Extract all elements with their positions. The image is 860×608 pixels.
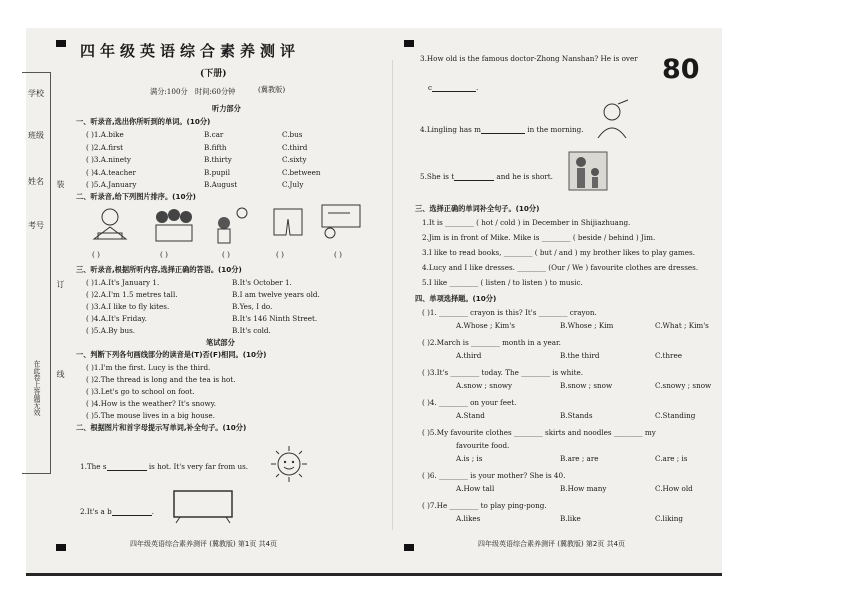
option-b[interactable]: B.thirty xyxy=(204,155,232,164)
option-c[interactable]: C.What ; Kim's xyxy=(655,321,709,330)
option-b[interactable]: B.August xyxy=(204,180,238,189)
option-c[interactable]: C.third xyxy=(282,142,308,152)
fill-row[interactable]: 5.I like ________ ( listen / to listen ) to music. xyxy=(422,278,583,287)
option-a[interactable]: A.snow ; snowy xyxy=(456,381,513,390)
binding-note: 在此卷上答题无效 xyxy=(33,360,41,416)
time-info: 时间:60分钟 xyxy=(195,87,236,96)
label-class: 班级 xyxy=(28,131,44,140)
option-b[interactable]: B.It's October 1. xyxy=(232,278,292,287)
score-mark: 80 xyxy=(662,54,700,85)
page-divider xyxy=(392,60,393,530)
answer-bracket[interactable]: ( ) xyxy=(334,250,342,259)
option-b[interactable]: B.snow ; snow xyxy=(560,381,613,390)
label-number: 考号 xyxy=(28,221,44,230)
mc-question[interactable]: ( )4. ________ on your feet. xyxy=(422,398,517,407)
mc-question[interactable]: ( )7.He ________ to play ping-pong. xyxy=(422,501,547,510)
w2-q3-pre: c xyxy=(428,83,433,92)
option-a[interactable]: ( )5.A.By bus. xyxy=(86,326,136,335)
option-a[interactable]: ( )1.A.It's January 1. xyxy=(86,278,160,287)
corner-mark-bl xyxy=(56,544,66,551)
option-c[interactable]: C.three xyxy=(655,351,682,360)
page-subtitle: (下册) xyxy=(200,69,227,79)
fill-row[interactable]: 4.Lucy and I like dresses. ________ (Our / We ) favourite clothes are dresses. xyxy=(422,263,699,272)
w2-q4 xyxy=(420,125,584,134)
w2-q1 xyxy=(80,462,248,471)
corner-mark-tm xyxy=(404,40,414,47)
option-c[interactable]: C.July xyxy=(282,180,304,189)
tall-short-picture xyxy=(565,150,611,192)
sun-picture xyxy=(268,444,310,484)
option-a[interactable]: ( )3.A.ninety xyxy=(86,155,131,164)
blackboard-picture xyxy=(170,488,236,524)
child-sun-picture xyxy=(210,205,254,245)
writing-heading: 笔试部分 xyxy=(206,338,235,347)
option-c[interactable]: C.are ; is xyxy=(655,454,688,463)
option-a[interactable]: ( )1.A.bike xyxy=(86,130,124,139)
option-b[interactable]: B.It's cold. xyxy=(232,326,271,335)
option-b[interactable]: B.Whose ; Kim xyxy=(560,321,614,330)
listening-s3-title: 三、听录音,根据所听内容,选择正确的答语。(10分) xyxy=(76,265,242,274)
option-a[interactable]: ( )4.A.It's Friday. xyxy=(86,314,147,323)
mc-question[interactable]: ( )3.It's ________ today. The ________ is white. xyxy=(422,368,584,377)
option-b[interactable]: B.Yes, I do. xyxy=(232,302,273,311)
w2-q3-line: c . xyxy=(428,83,479,92)
option-b[interactable]: B.Stands xyxy=(560,411,593,420)
w2-q3: 3.How old is the famous doctor-Zhong Nanshan? He is over xyxy=(420,54,638,63)
option-c[interactable]: C.How old xyxy=(655,484,693,493)
score-info: 满分:100分 xyxy=(150,87,188,96)
judge-row[interactable]: ( )3.Let's go to school on foot. xyxy=(86,387,195,396)
option-a[interactable]: ( )5.A.January xyxy=(86,180,137,189)
corner-mark-bm xyxy=(404,544,414,551)
w2-q4-blank[interactable] xyxy=(481,133,525,134)
judge-row[interactable]: ( )1.I'm the first. Lucy is the third. xyxy=(86,363,211,372)
option-c[interactable]: C.sixty xyxy=(282,155,307,164)
option-b[interactable]: B.pupil xyxy=(204,167,230,177)
writing-s4-title: 四、单项选择题。(10分) xyxy=(415,294,497,303)
w2-q1-post: is hot. It's very far from us. xyxy=(148,462,249,471)
answer-bracket[interactable]: ( ) xyxy=(276,250,284,259)
option-a[interactable]: ( )2.A.first xyxy=(86,142,124,152)
option-c[interactable]: C.bus xyxy=(282,130,303,139)
listening-heading: 听力部分 xyxy=(212,104,241,113)
option-c[interactable]: C.snowy ; snow xyxy=(655,381,712,390)
answer-bracket[interactable]: ( ) xyxy=(92,250,100,259)
mc-question[interactable]: ( )2.March is ________ month in a year. xyxy=(422,338,561,347)
w2-q1-pre: 1.The s xyxy=(80,462,107,471)
listening-s1-title: 一、听录音,选出你所听到的单词。(10分) xyxy=(76,117,211,126)
w2-q5-post: and he is short. xyxy=(496,172,553,181)
option-b[interactable]: B.It's 146 Ninth Street. xyxy=(232,314,318,323)
page-title: 四年级英语综合素养测评 xyxy=(80,42,301,60)
footer-right: 四年级英语综合素养测评 (冀教版) 第2页 共4页 xyxy=(478,540,626,548)
w2-q5 xyxy=(420,172,553,181)
option-a[interactable]: ( )3.A.I like to fly kites. xyxy=(86,302,170,311)
w2-q5-blank[interactable] xyxy=(454,180,494,181)
option-c[interactable]: C.Standing xyxy=(655,411,696,420)
option-b[interactable]: B.are ; are xyxy=(560,454,599,463)
option-a[interactable]: A.third xyxy=(456,351,482,360)
option-a[interactable]: A.Stand xyxy=(456,411,485,420)
writing-s3-title: 三、选择正确的单词补全句子。(10分) xyxy=(415,204,540,213)
listening-s2-title: 二、听录音,给下列图片排序。(10分) xyxy=(76,192,196,201)
fill-row[interactable]: 1.It is ________ ( hot / cold ) in December in Shijiazhuang. xyxy=(422,218,631,227)
option-c[interactable]: C.between xyxy=(282,167,321,177)
corner-mark-tl xyxy=(56,40,66,47)
girl-morning-picture xyxy=(588,98,638,142)
fill-row[interactable]: 3.I like to read books, ________ ( but / and ) my brother likes to play games. xyxy=(422,248,695,257)
writing-s2-title: 二、根据图片和首字母提示写单词,补全句子。(10分) xyxy=(76,423,247,432)
judge-row[interactable]: ( )2.The thread is long and the tea is hot. xyxy=(86,375,236,384)
edition-info: (冀教版) xyxy=(258,85,286,94)
mc-question[interactable]: ( )5.My favourite clothes ________ skirts and noodles ________ my xyxy=(422,428,656,437)
judge-row[interactable]: ( )4.How is the weather? It's snowy. xyxy=(86,399,217,408)
option-b[interactable]: B.the third xyxy=(560,351,600,360)
judge-row[interactable]: ( )5.The mouse lives in a big house. xyxy=(86,411,215,420)
option-b[interactable]: B.I am twelve years old. xyxy=(232,290,320,299)
fill-row[interactable]: 2.Jim is in front of Mike. Mike is ________ ( beside / behind ) Jim. xyxy=(422,233,656,242)
footer-left: 四年级英语综合素养测评 (冀教版) 第1页 共4页 xyxy=(130,540,278,548)
sheet-bottom-edge xyxy=(26,573,722,576)
bind-mark-1: 装 xyxy=(56,180,65,188)
w2-q4-post: in the morning. xyxy=(527,125,584,134)
option-c[interactable]: C.liking xyxy=(655,514,684,523)
writing-s1-title: 一、判断下列各句画线部分的读音是(T)否(F)相同。(10分) xyxy=(76,350,267,359)
option-a[interactable]: ( )4.A.teacher xyxy=(86,167,136,177)
girl-reading-picture xyxy=(88,205,132,243)
mc-question-cont: favourite food. xyxy=(456,441,510,450)
w2-q2-pre: 2.It's a b xyxy=(80,507,112,516)
option-b[interactable]: B.car xyxy=(204,130,224,139)
option-a[interactable]: ( )2.A.I'm 1.5 metres tall. xyxy=(86,290,178,299)
w2-q1-blank[interactable] xyxy=(107,470,147,471)
option-a[interactable]: A.is ; is xyxy=(456,454,483,463)
mc-question[interactable]: ( )6. ________ is your mother? She is 40. xyxy=(422,471,566,480)
option-a[interactable]: A.Whose ; Kim's xyxy=(456,321,515,330)
teacher-board-picture xyxy=(320,203,362,241)
option-b[interactable]: B.How many xyxy=(560,484,607,493)
w2-q2-post: . xyxy=(151,507,155,516)
w2-q2-blank[interactable] xyxy=(112,515,152,516)
label-name: 姓名 xyxy=(28,177,44,186)
family-picture xyxy=(150,205,196,243)
w2-q3-blank[interactable] xyxy=(432,91,476,92)
answer-bracket[interactable]: ( ) xyxy=(160,250,168,259)
label-school: 学校 xyxy=(28,89,44,98)
option-a[interactable]: A.How tall xyxy=(456,484,495,493)
option-a[interactable]: A.likes xyxy=(456,514,481,523)
option-b[interactable]: B.like xyxy=(560,514,581,523)
w2-q5-pre: 5.She is t xyxy=(420,172,455,181)
shorts-picture xyxy=(270,205,306,241)
option-b[interactable]: B.fifth xyxy=(204,142,227,152)
mc-question[interactable]: ( )1. ________ crayon is this? It's ________ crayon. xyxy=(422,308,597,317)
answer-bracket[interactable]: ( ) xyxy=(222,250,230,259)
w2-q2 xyxy=(80,507,154,516)
bind-mark-2: 订 xyxy=(56,280,65,288)
w2-q4-pre: 4.Lingling has m xyxy=(420,125,481,134)
bind-mark-3: 线 xyxy=(56,370,65,378)
